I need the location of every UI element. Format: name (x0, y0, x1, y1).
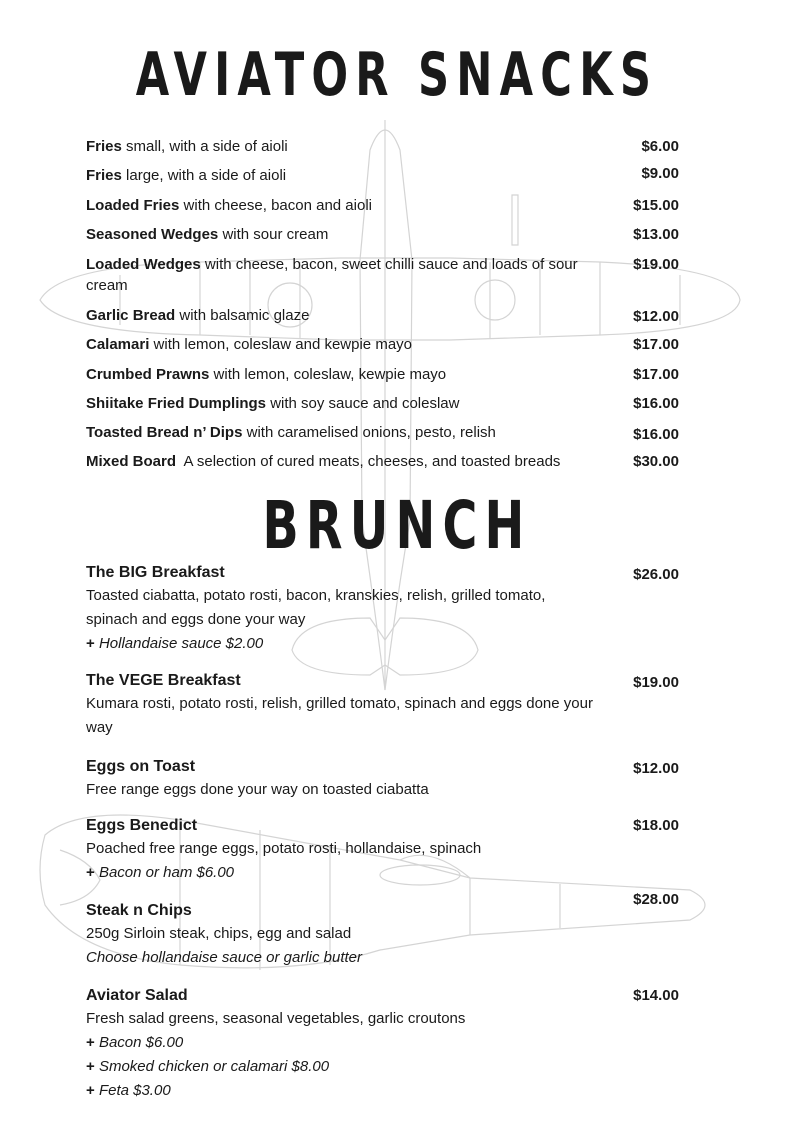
item-description: with balsamic glaze (175, 307, 310, 324)
menu-item (86, 254, 686, 296)
plus-icon: + (86, 635, 95, 652)
menu-item (86, 195, 686, 216)
item-name: Aviator Salad (86, 987, 188, 1004)
item-name: Loaded Fries (86, 197, 180, 214)
item-description: Toasted ciabatta, potato rosti, bacon, kranskies, relish, grilled tomato, spinach and eggs done your way (86, 587, 546, 628)
menu-item (86, 670, 686, 740)
plus-icon: + (86, 1058, 95, 1075)
item-name: The BIG Breakfast (86, 564, 225, 581)
item-name: Mixed Board (86, 453, 177, 470)
item-price: $16.00 (633, 426, 679, 443)
item-price: $14.00 (633, 987, 679, 1004)
menu-item (86, 305, 686, 326)
menu-item (86, 334, 686, 355)
item-addon (86, 632, 686, 656)
menu-item (86, 224, 686, 245)
item-price: $18.00 (633, 817, 679, 834)
item-description: with caramelised onions, pesto, relish (242, 424, 496, 441)
item-option-note: Choose hollandaise sauce or garlic butter (86, 949, 362, 966)
item-addon (86, 1079, 686, 1103)
menu-item (86, 815, 686, 885)
item-description: with cheese, bacon, sweet chilli sauce and loads of sour cream (86, 256, 578, 294)
menu-item (86, 562, 686, 656)
menu-item (86, 422, 686, 443)
menu-item (86, 900, 686, 970)
addon-text: Feta $3.00 (98, 1082, 171, 1099)
item-description: with lemon, coleslaw, kewpie mayo (209, 366, 447, 383)
item-price: $9.00 (641, 165, 679, 182)
item-price: $12.00 (633, 308, 679, 325)
item-price: $30.00 (633, 453, 679, 470)
item-price: $26.00 (633, 566, 679, 583)
item-name: Eggs on Toast (86, 758, 196, 775)
item-addon (86, 861, 686, 885)
menu-item (86, 165, 686, 186)
item-name: Fries (86, 138, 122, 155)
section-heading-snacks: AVIATOR SNACKS (135, 40, 659, 110)
item-price: $15.00 (633, 197, 679, 214)
plus-icon: + (86, 864, 95, 881)
item-description: with soy sauce and coleslaw (266, 395, 460, 412)
item-name: Loaded Wedges (86, 256, 201, 273)
item-description: with cheese, bacon and aioli (179, 197, 372, 214)
item-price: $17.00 (633, 366, 679, 383)
item-description: with lemon, coleslaw and kewpie mayo (149, 336, 412, 353)
item-name: Crumbed Prawns (86, 366, 210, 383)
item-name: Seasoned Wedges (86, 226, 219, 243)
item-description: small, with a side of aioli (121, 138, 288, 155)
item-addon (86, 1055, 686, 1079)
item-price: $12.00 (633, 760, 679, 777)
addon-text: Bacon or ham $6.00 (98, 864, 235, 881)
menu-item (86, 451, 686, 472)
item-description: A selection of cured meats, cheeses, and toasted breads (176, 453, 561, 470)
plus-icon: + (86, 1082, 95, 1099)
item-description: 250g Sirloin steak, chips, egg and salad (86, 925, 352, 942)
item-description: Poached free range eggs, potato rosti, hollandaise, spinach (86, 840, 482, 857)
item-description: large, with a side of aioli (121, 167, 287, 184)
addon-text: Smoked chicken or calamari $8.00 (98, 1058, 330, 1075)
item-description: Kumara rosti, potato rosti, relish, grilled tomato, spinach and eggs done your way (86, 695, 593, 736)
item-price: $19.00 (633, 256, 679, 273)
item-name: Toasted Bread n’ Dips (86, 424, 243, 441)
item-description: Free range eggs done your way on toasted ciabatta (86, 781, 429, 798)
plus-icon: + (86, 1034, 95, 1051)
item-description: with sour cream (218, 226, 329, 243)
item-name: The VEGE Breakfast (86, 672, 241, 689)
menu-item (86, 136, 686, 157)
item-price: $19.00 (633, 674, 679, 691)
item-name: Calamari (86, 336, 150, 353)
item-price: $6.00 (641, 138, 679, 155)
item-price: $13.00 (633, 226, 679, 243)
item-name: Steak n Chips (86, 902, 192, 919)
item-name: Eggs Benedict (86, 817, 198, 834)
menu-item (86, 393, 686, 414)
section-heading-brunch: BRUNCH (262, 487, 532, 564)
item-price: $17.00 (633, 336, 679, 353)
item-name: Fries (86, 167, 122, 184)
item-description: Fresh salad greens, seasonal vegetables, garlic croutons (86, 1010, 466, 1027)
item-name: Shiitake Fried Dumplings (86, 395, 267, 412)
item-addon (86, 1031, 686, 1055)
item-name: Garlic Bread (86, 307, 176, 324)
menu-item (86, 985, 686, 1103)
item-price: $16.00 (633, 395, 679, 412)
addon-text: Bacon $6.00 (98, 1034, 184, 1051)
menu-item (86, 756, 686, 802)
item-price: $28.00 (633, 891, 679, 908)
addon-text: Hollandaise sauce $2.00 (98, 635, 264, 652)
menu-item (86, 364, 686, 385)
